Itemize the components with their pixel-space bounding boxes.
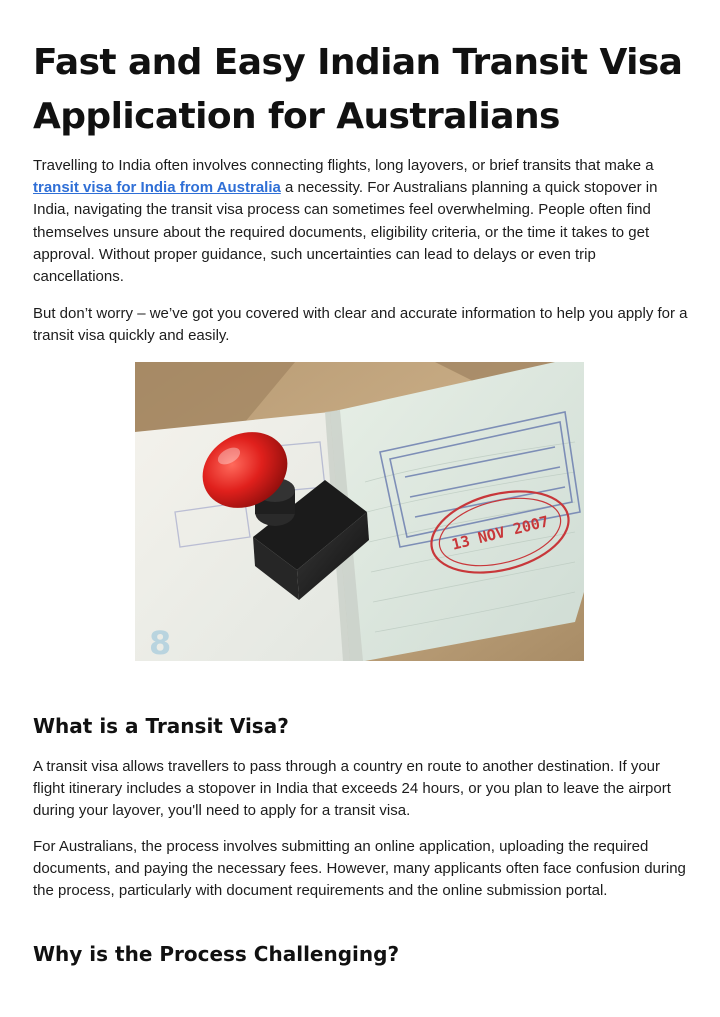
page-title: Fast and Easy Indian Transit Visa Application for Australians [33, 42, 683, 137]
australians-process-paragraph: For Australians, the process involves submitting an online application, uploading the required documents, and paying the necessary fees. However, many applicants often face confusion during the process, particularly with document requirements and the online submission portal. [33, 838, 686, 900]
reassurance-paragraph: But don’t worry – we’ve got you covered with clear and accurate information to help you apply for a transit visa quickly and easily. [33, 305, 688, 345]
page-number-digit: 8 [149, 624, 172, 661]
transit-visa-definition-paragraph: A transit visa allows travellers to pass through a country en route to another destination. If your flight itinerary includes a stopover in India that exceeds 24 hours, or you plan to leave the airport during your layover, you'll need to apply for a transit visa. [33, 758, 671, 820]
intro-paragraph [33, 155, 688, 288]
hero-image-passport-stamp [135, 362, 584, 661]
intro-text-end: a necessity. For Australians planning a quick stopover in India, navigating the transit visa process can sometimes feel overwhelming. People often find themselves unsure about the required documents, eligibility criteria, or the time it takes to get approval. Without proper guidance, such uncertainties can lead to delays or even trip cancellations. [33, 179, 658, 286]
section-heading-what-is-transit-visa: What is a Transit Visa? [33, 714, 289, 738]
passport-stamp-illustration [135, 362, 584, 661]
intro-text-start: Travelling to India often involves connecting flights, long layovers, or brief transits that make a [33, 157, 654, 174]
transit-visa-link[interactable]: transit visa for India from Australia [33, 179, 281, 197]
stamp-date-text: 13 NOV 2007 [449, 512, 551, 554]
section-heading-why-challenging: Why is the Process Challenging? [33, 942, 400, 966]
